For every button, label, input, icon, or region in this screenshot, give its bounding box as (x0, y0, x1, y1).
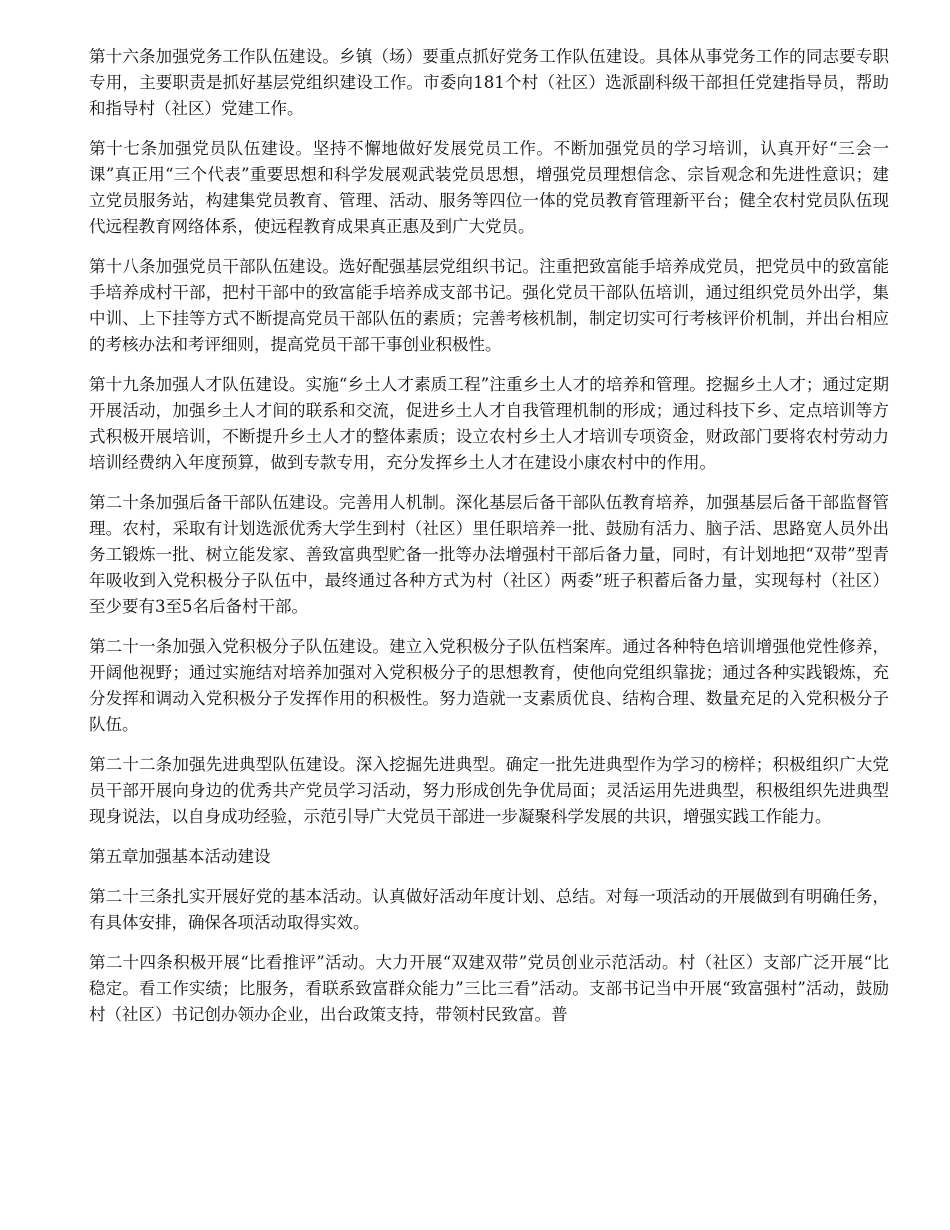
article-22: 第二十二条加强先进典型队伍建设。深入挖掘先进典型。确定一批先进典型作为学习的榜样；积极组织广大党员干部开展向身边的优秀共产党员学习活动，努力形成创先争优局面；灵活运用先进典型，积极组织先进典型现身说法，以自身成功经验，示范引导广大党员干部进一步凝聚科学发展的共识，增强实践工作能力。 (89, 755, 889, 826)
article-20: 第二十条加强后备干部队伍建设。完善用人机制。深化基层后备干部队伍教育培养，加强基层后备干部监督管理。农村，采取有计划选派优秀大学生到村（社区）里任职培养一批、鼓励有活力、脑子活、思路宽人员外出务工锻炼一批、树立能发家、善致富典型贮备一批等办法增强村干部后备力量，同时，有计划地把“双带”型青年吸收到入党积极分子队伍中，最终通过各种方式为村（社区）两委”班子积蓄后备力量，实现每村（社区）至少要有3至5名后备村干部。 (89, 493, 889, 616)
article-18: 第十八条加强党员干部队伍建设。选好配强基层党组织书记。注重把致富能手培养成党员，把党员中的致富能手培养成村干部，把村干部中的致富能手培养成支部书记。强化党员干部队伍培训，通过组织党员外出学，集中训、上下挂等方式不断提高党员干部队伍的素质；完善考核机制，制定切实可行考核评价机制，并出台相应的考核办法和考评细则，提高党员干部干事创业积极性。 (89, 257, 889, 354)
article-24: 第二十四条积极开展“比看推评”活动。大力开展“双建双带”党员创业示范活动。村（社区）支部广泛开展“比稳定。看工作实绩；比服务，看联系致富群众能力”三比三看”活动。支部书记当中开展“致富强村”活动，鼓励村（社区）书记创办领办企业，出台政策支持，带领村民致富。普 (89, 953, 889, 1024)
document-body (89, 44, 889, 1042)
chapter-5-heading: 第五章加强基本活动建设 (89, 847, 271, 866)
article-23: 第二十三条扎实开展好党的基本活动。认真做好活动年度计划、总结。对每一项活动的开展做到有明确任务，有具体安排，确保各项活动取得实效。 (89, 887, 889, 932)
article-16: 第十六条加强党务工作队伍建设。乡镇（场）要重点抓好党务工作队伍建设。具体从事党务工作的同志要专职专用，主要职责是抓好基层党组织建设工作。市委向181个村（社区）选派副科级干部担任党建指导员，帮助和指导村（社区）党建工作。 (89, 47, 889, 118)
article-21: 第二十一条加强入党积极分子队伍建设。建立入党积极分子队伍档案库。通过各种特色培训增强他党性修养，开阔他视野；通过实施结对培养加强对入党积极分子的思想教育，使他向党组织靠拢；通过各种实践锻炼，充分发挥和调动入党积极分子发挥作用的积极性。努力造就一支素质优良、结构合理、数量充足的入党积极分子队伍。 (89, 637, 889, 734)
article-17: 第十七条加强党员队伍建设。坚持不懈地做好发展党员工作。不断加强党员的学习培训，认真开好“三会一课”真正用“三个代表”重要思想和科学发展观武装党员思想，增强党员理想信念、宗旨观念和先进性意识；建立党员服务站，构建集党员教育、管理、活动、服务等四位一体的党员教育管理新平台；健全农村党员队伍现代远程教育网络体系，使远程教育成果真正惠及到广大党员。 (89, 139, 889, 236)
article-19: 第十九条加强人才队伍建设。实施“乡土人才素质工程”注重乡土人才的培养和管理。挖掘乡土人才；通过定期开展活动，加强乡土人才间的联系和交流，促进乡土人才自我管理机制的形成；通过科技下乡、定点培训等方式积极开展培训，不断提升乡土人才的整体素质；设立农村乡土人才培训专项资金，财政部门要将农村劳动力培训经费纳入年度预算，做到专款专用，充分发挥乡土人才在建设小康农村中的作用。 (89, 375, 889, 472)
